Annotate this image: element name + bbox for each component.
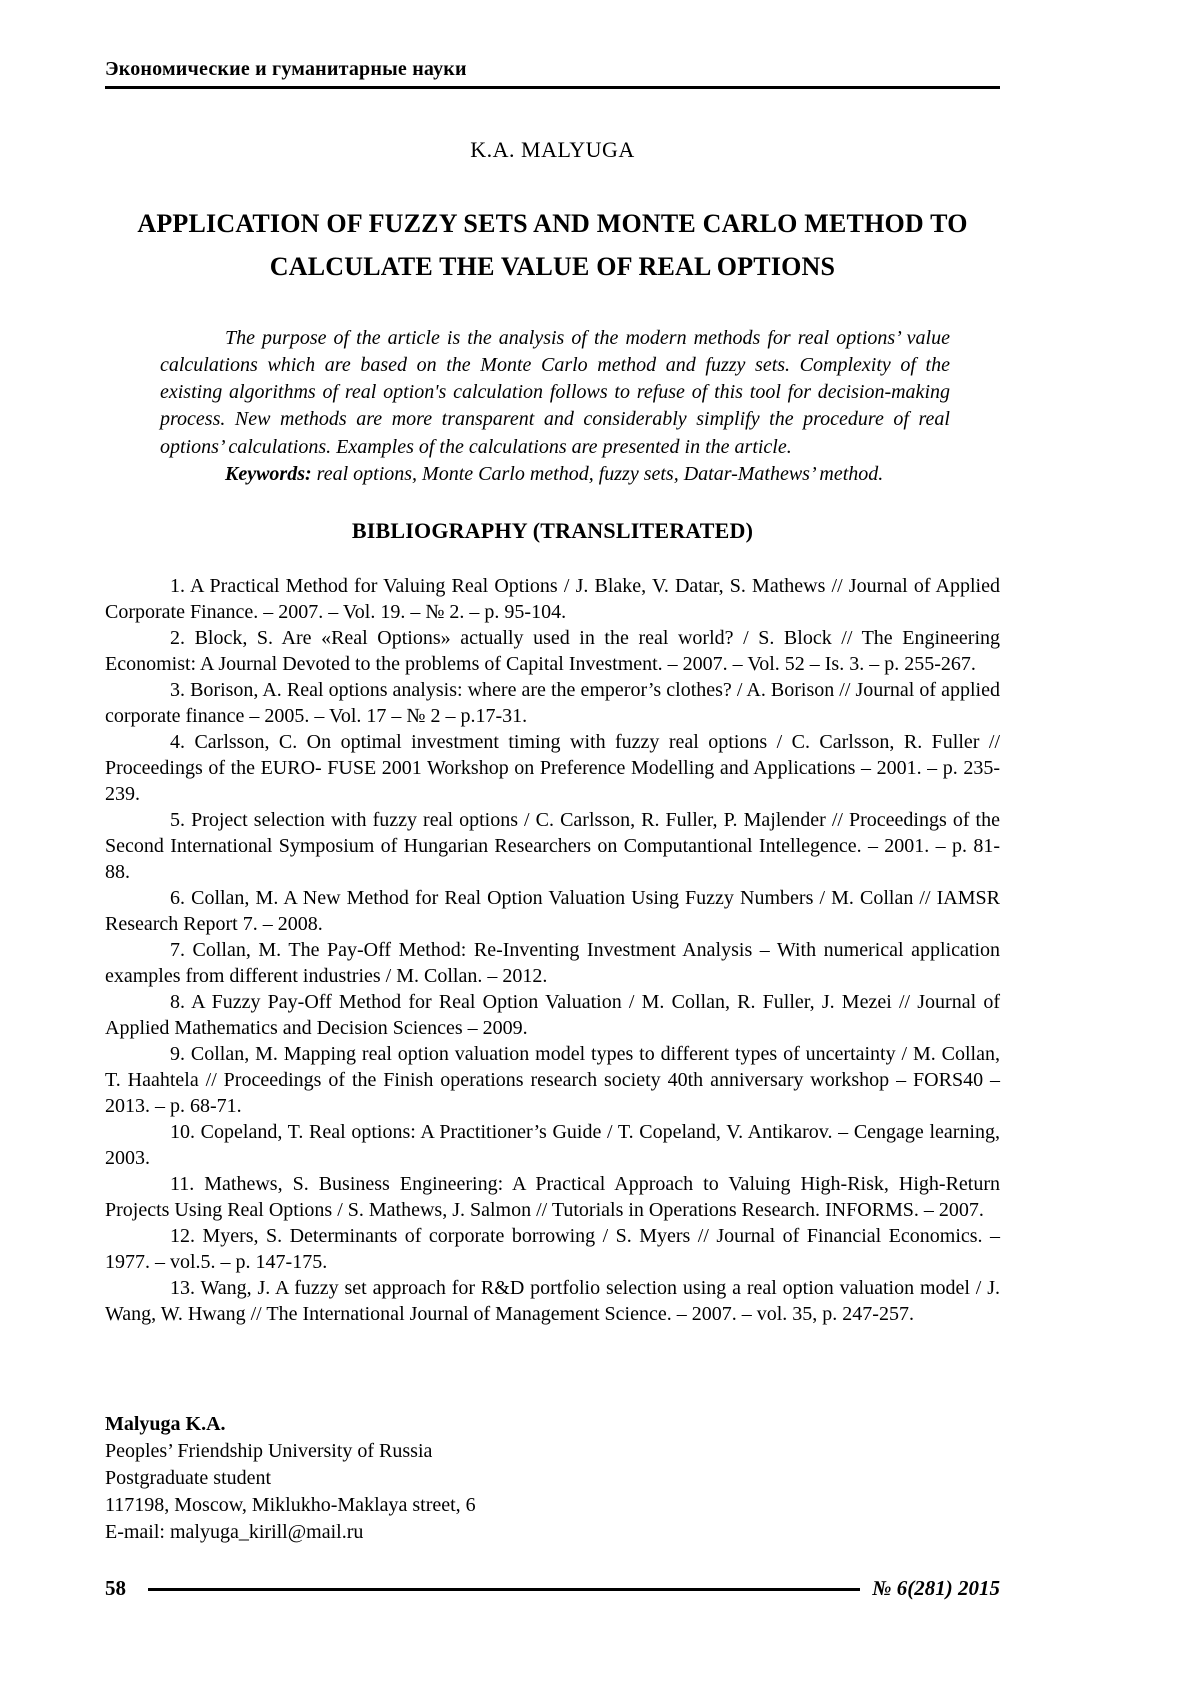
bibliography-item-8: 8. A Fuzzy Pay-Off Method for Real Option Valuation / M. Collan, R. Fuller, J. Mezei // Journal of Applied Mathematics and Decision Sciences – 2009.	[105, 990, 1000, 1039]
author-info-affiliation: Peoples’ Friendship University of Russia	[105, 1439, 433, 1462]
journal-section-title: Экономические и гуманитарные науки	[105, 58, 467, 80]
bibliography-item-4: 4. Carlsson, C. On optimal investment timing with fuzzy real options / C. Carlsson, R. Fuller // Proceedings of the EURO- FUSE 2001 Workshop on Preference Modelling and Applications – 2001. – p. 235-239.	[105, 730, 1000, 805]
bibliography-item-11: 11. Mathews, S. Business Engineering: A Practical Approach to Valuing High-Risk, High-Return Projects Using Real Options / S. Mathews, J. Salmon // Tutorials in Operations Research. INFORMS. – 2007.	[105, 1172, 1000, 1221]
author-info-block	[105, 1411, 1000, 1546]
author-info-email: E-mail: malyuga_kirill@mail.ru	[105, 1520, 364, 1543]
keywords-text: real options, Monte Carlo method, fuzzy sets, Datar-Mathews’ method.	[311, 462, 884, 485]
article-title-line-1: APPLICATION OF FUZZY SETS AND MONTE CARLO METHOD TO	[137, 209, 968, 238]
author-info-address: 117198, Moscow, Miklukho-Maklaya street, 6	[105, 1493, 476, 1516]
bibliography-item-10: 10. Copeland, T. Real options: A Practitioner’s Guide / T. Copeland, V. Antikarov. – Cengage learning, 2003.	[105, 1120, 1000, 1169]
article-title-line-2: CALCULATE THE VALUE OF REAL OPTIONS	[269, 251, 836, 281]
bibliography-item-2: 2. Block, S. Are «Real Options» actually used in the real world? / S. Block // The Engineering Economist: A Journal Devoted to the problems of Capital Investment. – 2007. – Vol. 52 – Is. 3. – p. 255-267.	[105, 626, 1000, 675]
bibliography-item-13: 13. Wang, J. A fuzzy set approach for R&D portfolio selection using a real option valuation model / J. Wang, W. Hwang // The International Journal of Management Science. – 2007. – vol. 35, p. 247-257.	[105, 1276, 1000, 1325]
keywords-label: Keywords:	[225, 462, 312, 485]
bibliography-item-1: 1. A Practical Method for Valuing Real Options / J. Blake, V. Datar, S. Mathews // Journal of Applied Corporate Finance. – 2007. – Vol. 19. – № 2. – p. 95-104.	[105, 574, 1000, 623]
bibliography-list	[105, 573, 1000, 1327]
issue-label: № 6(281) 2015	[872, 1576, 1000, 1600]
author-info-name: Malyuga K.A.	[105, 1412, 226, 1435]
bibliography-item-5: 5. Project selection with fuzzy real options / C. Carlsson, R. Fuller, P. Majlender // Proceedings of the Second International Symposium of Hungarian Researchers on Computantional Intellegence. – 2001. – p. 81-88.	[105, 808, 1000, 883]
running-head	[105, 58, 1000, 89]
page-footer	[105, 1576, 1000, 1601]
bibliography-item-6: 6. Collan, M. A New Method for Real Option Valuation Using Fuzzy Numbers / M. Collan // IAMSR Research Report 7. – 2008.	[105, 886, 1000, 935]
bibliography-item-12: 12. Myers, S. Determinants of corporate borrowing / S. Myers // Journal of Financial Economics. – 1977. – vol.5. – p. 147-175.	[105, 1224, 1000, 1273]
footer-rule	[148, 1588, 860, 1591]
bibliography-item-7: 7. Collan, M. The Pay-Off Method: Re-Inventing Investment Analysis – With numerical application examples from different industries / M. Collan. – 2012.	[105, 938, 1000, 987]
article-author: K.A. MALYUGA	[470, 137, 635, 162]
abstract-text: The purpose of the article is the analysis of the modern methods for real options’ value calculations which are based on the Monte Carlo method and fuzzy sets. Complexity of the existing algorithms of real option's calculation follows to refuse of this tool for decision-making process. New methods are more transparent and considerably simplify the procedure of real options’ calculations. Examples of the calculations are presented in the article.	[160, 326, 950, 458]
bibliography-heading: BIBLIOGRAPHY (TRANSLITERATED)	[351, 517, 754, 543]
author-info-position: Postgraduate student	[105, 1466, 272, 1489]
keywords-line	[160, 461, 950, 488]
page-number: 58	[105, 1576, 126, 1600]
bibliography-item-9: 9. Collan, M. Mapping real option valuation model types to different types of uncertainty / M. Collan, T. Haahtela // Proceedings of the Finish operations research society 40th anniversary workshop – FORS40 – 2013. – p. 68-71.	[105, 1042, 1000, 1117]
bibliography-item-3: 3. Borison, A. Real options analysis: where are the emperor’s clothes? / A. Borison // Journal of applied corporate finance – 2005. – Vol. 17 – № 2 – p.17-31.	[105, 678, 1000, 727]
article-title	[105, 203, 1000, 289]
